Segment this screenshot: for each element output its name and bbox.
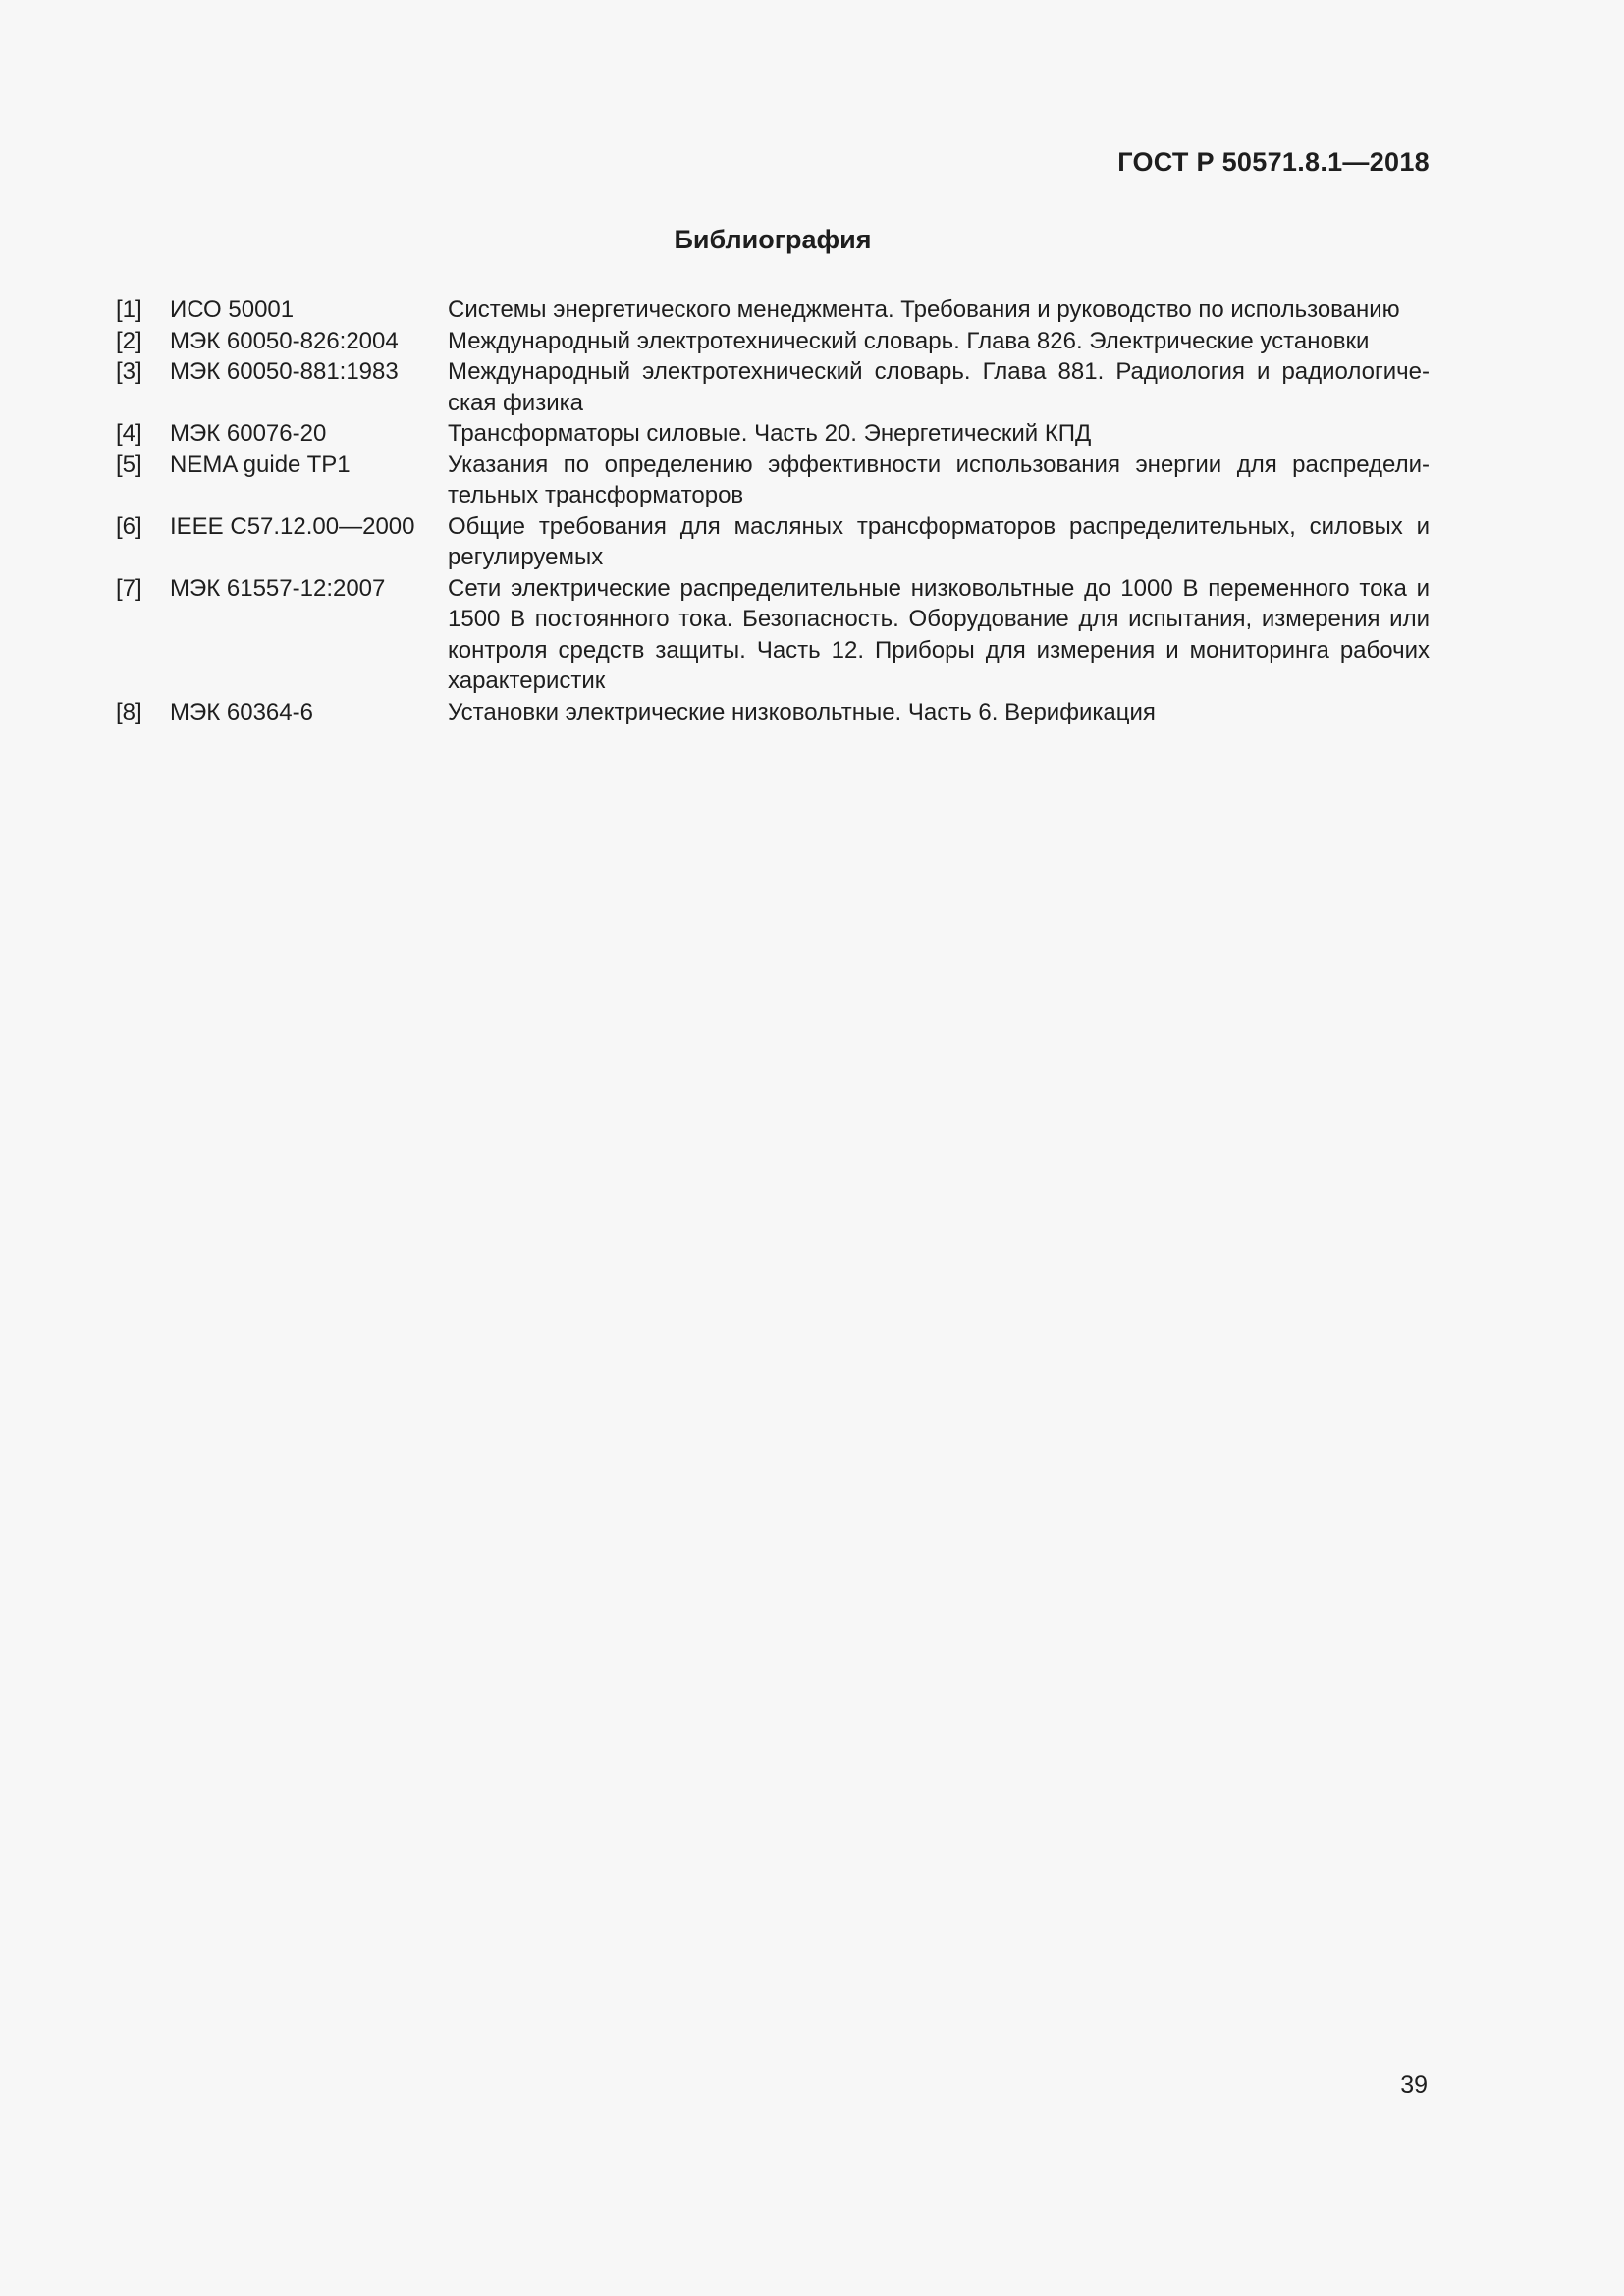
entry-number: [4] — [116, 420, 142, 447]
standard-code: ГОСТ Р 50571.8.1—2018 — [1117, 147, 1430, 177]
bibliography-entry — [116, 511, 1430, 573]
bibliography-entry — [116, 326, 1430, 357]
entry-title: Установки электрические низковольтные. Часть 6. Верификация — [448, 698, 1156, 725]
entry-title: Указания по определению эффективности использования энергии для распредели-тельных трансформаторов — [448, 451, 1430, 508]
entry-reference: МЭК 60364-6 — [170, 698, 313, 725]
bibliography-entry — [116, 450, 1430, 511]
bibliography-entry — [116, 573, 1430, 697]
entry-title: Сети электрические распределительные низковольтные до 1000 В переменного тока и 1500 В постоянного тока. Безопасность. Оборудование для испытания, измерения или контроля средств защиты. Часть 12. Приборы для измерения и мониторинга рабочих характеристик — [448, 574, 1430, 694]
entry-number: [8] — [116, 698, 142, 725]
bibliography-list — [116, 294, 1430, 727]
entry-title: Международный электротехнический словарь. Глава 826. Электрические установки — [448, 327, 1370, 354]
bibliography-entry — [116, 418, 1430, 450]
entry-number: [7] — [116, 574, 142, 602]
entry-reference: МЭК 60050-881:1983 — [170, 358, 399, 385]
entry-number: [1] — [116, 296, 142, 323]
entry-number: [5] — [116, 451, 142, 478]
entry-reference: ИСО 50001 — [170, 296, 295, 323]
section-title: Библиография — [674, 225, 872, 254]
entry-title: Трансформаторы силовые. Часть 20. Энергетический КПД — [448, 420, 1092, 447]
entry-number: [2] — [116, 327, 142, 354]
entry-number: [6] — [116, 512, 142, 540]
bibliography-entry — [116, 356, 1430, 418]
entry-number: [3] — [116, 358, 142, 385]
entry-title: Системы энергетического менеджмента. Требования и руководство по использованию — [448, 296, 1400, 323]
page-number: 39 — [1400, 2071, 1428, 2099]
entry-reference: МЭК 60076-20 — [170, 420, 327, 447]
entry-reference: МЭК 61557-12:2007 — [170, 574, 386, 602]
entry-title: Международный электротехнический словарь. Глава 881. Радиология и радиологиче-ская физика — [448, 358, 1430, 416]
entry-title: Общие требования для масляных трансформаторов распределительных, силовых и регулируемых — [448, 512, 1430, 570]
bibliography-entry — [116, 697, 1430, 728]
entry-reference: IEEE C57.12.00—2000 — [170, 512, 415, 540]
entry-reference: NEMA guide TP1 — [170, 451, 351, 478]
bibliography-entry — [116, 294, 1430, 326]
entry-reference: МЭК 60050-826:2004 — [170, 327, 399, 354]
